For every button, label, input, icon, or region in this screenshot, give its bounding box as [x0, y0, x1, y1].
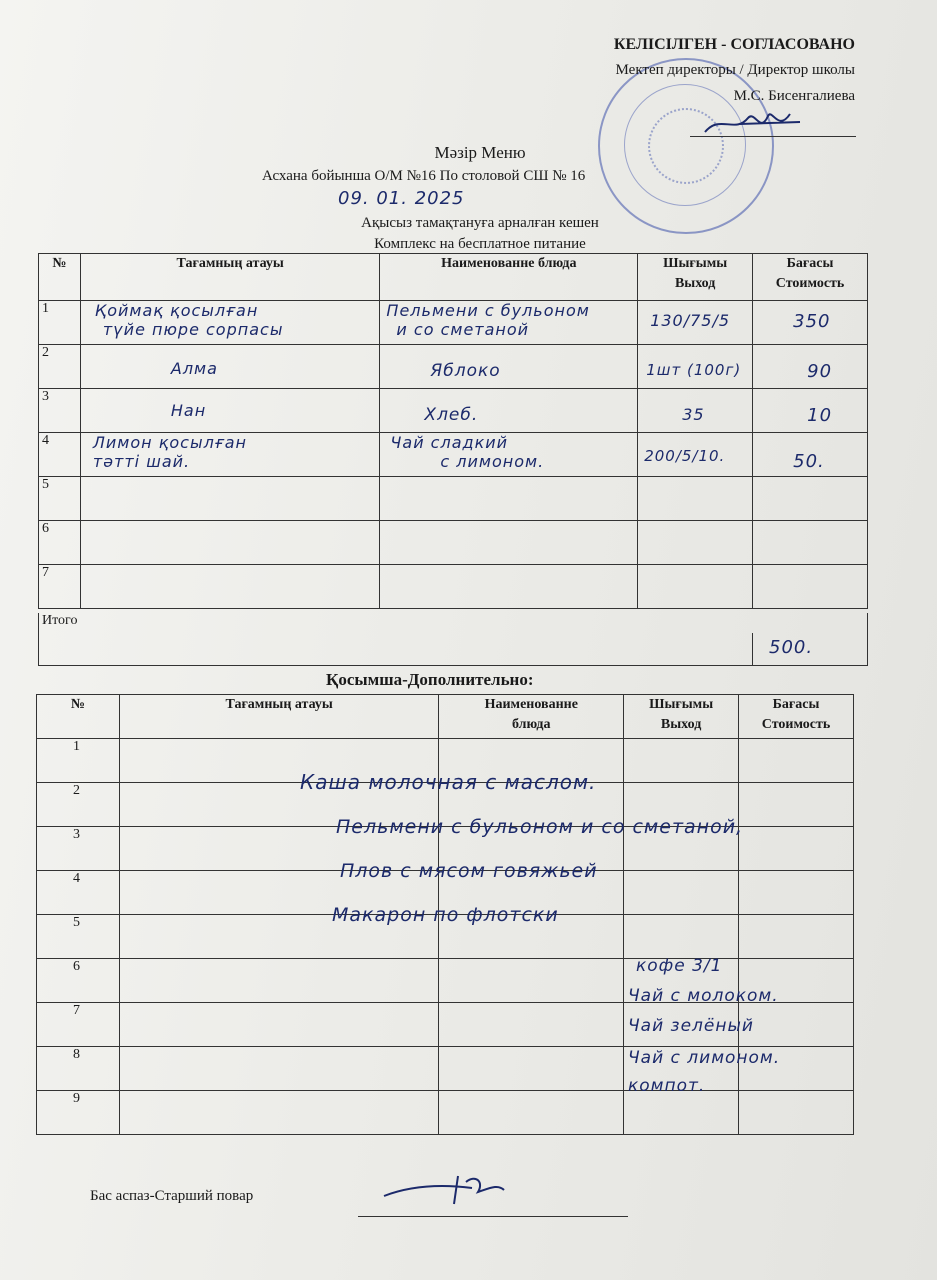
add-header-price-kz: Бағасы [772, 697, 820, 712]
header-yield-kz: Шығымы [663, 256, 728, 271]
additional-title: Қосымша-Дополнительно: [326, 670, 534, 689]
header-name-ru: Наименованне блюда [380, 254, 638, 301]
row-number: 6 [39, 521, 81, 565]
row-number: 4 [37, 871, 120, 915]
table-row [39, 521, 868, 565]
table-row [39, 301, 868, 345]
dish-ru [380, 301, 638, 345]
dish-kz [80, 477, 380, 521]
dish-kz-line1: Лимон қосылған [92, 433, 247, 452]
chef-signature-line [358, 1216, 628, 1217]
dish-price [753, 521, 868, 565]
dish-price-value: 10 [807, 405, 833, 426]
row-number: 1 [39, 301, 81, 345]
cell [739, 827, 854, 871]
dish-yield-value: 200/5/10. [644, 447, 726, 465]
dish-yield [638, 565, 753, 609]
table-row [39, 565, 868, 609]
add-header-price [739, 695, 854, 739]
cell [624, 915, 739, 959]
dish-kz-line1: Алма [170, 359, 218, 378]
dish-kz [80, 433, 380, 477]
dish-price [753, 345, 868, 389]
row-number: 3 [39, 389, 81, 433]
dish-ru-line2: и со сметаной [396, 320, 530, 339]
dish-yield-value: 1шт (100г) [646, 361, 742, 379]
dish-kz-line1: Нан [170, 401, 207, 420]
cell [739, 739, 854, 783]
row-number: 2 [37, 783, 120, 827]
dish-yield [638, 521, 753, 565]
approval-position: Мектеп директоры / Директор школы [615, 62, 855, 78]
add-table-header [37, 695, 854, 739]
dish-price [753, 389, 868, 433]
cell [439, 1091, 624, 1135]
cell [624, 871, 739, 915]
complex-title-ru: Комплекс на бесплатное питание [374, 236, 586, 252]
add-header-name-ru [439, 695, 624, 739]
table-row [39, 345, 868, 389]
add-header-price-ru: Стоимость [761, 717, 831, 732]
cell [439, 959, 624, 1003]
header-price-kz: Бағасы [786, 256, 834, 271]
cell [439, 1003, 624, 1047]
cell [739, 1003, 854, 1047]
cell [119, 959, 438, 1003]
add-header-name-ru-2: блюда [512, 717, 551, 732]
cell [739, 915, 854, 959]
dish-kz [80, 521, 380, 565]
total-row [38, 613, 868, 666]
cell [119, 1003, 438, 1047]
row-number: 3 [37, 827, 120, 871]
dish-ru [380, 565, 638, 609]
dish-kz [80, 565, 380, 609]
table-row [39, 389, 868, 433]
row-number: 6 [37, 959, 120, 1003]
main-menu-table [38, 253, 868, 609]
row-number: 4 [39, 433, 81, 477]
dish-price-value: 90 [807, 361, 833, 382]
header-num: № [39, 254, 81, 301]
additional-item: Плов с мясом говяжьей [340, 860, 598, 882]
approval-title: КЕЛІСІЛГЕН - СОГЛАСОВАНО [613, 36, 855, 53]
total-label: Итого [42, 613, 78, 628]
add-header-name-kz: Тағамның атауы [119, 695, 438, 739]
cell [739, 783, 854, 827]
dish-ru-line1: Пельмени с бульоном [386, 301, 590, 320]
total-value: 500. [769, 637, 814, 658]
complex-title-kz: Ақысыз тамақтануға арналған кешен [361, 215, 599, 231]
additional-item: Чай с лимоном. [628, 1048, 781, 1068]
dish-price [753, 301, 868, 345]
cell [739, 1091, 854, 1135]
additional-item: Чай с молоком. [628, 986, 779, 1006]
dish-ru [380, 389, 638, 433]
dish-price-value: 50. [793, 451, 825, 472]
cell [119, 1047, 438, 1091]
dish-price [753, 565, 868, 609]
header-yield-ru: Выход [674, 276, 716, 291]
header-price [753, 254, 868, 301]
add-header-yield [624, 695, 739, 739]
cell [624, 739, 739, 783]
menu-title: Мәзір Меню [434, 143, 526, 162]
additional-item: Пельмени с бульоном и со сметаной, [336, 816, 744, 838]
row-number: 8 [37, 1047, 120, 1091]
approval-name: М.С. Бисенгалиева [733, 88, 855, 104]
add-header-num: № [37, 695, 120, 739]
dish-ru-line2: с лимоном. [440, 452, 545, 471]
director-signature [700, 104, 810, 144]
row-number: 5 [39, 477, 81, 521]
dish-kz [80, 389, 380, 433]
table-row [37, 1091, 854, 1135]
dish-yield-value: 130/75/5 [650, 311, 731, 330]
dish-yield [638, 477, 753, 521]
menu-date: 09. 01. 2025 [338, 188, 465, 209]
cell [119, 1091, 438, 1135]
header-price-ru: Стоимость [775, 276, 845, 291]
main-table-header [39, 254, 868, 301]
dish-ru [380, 345, 638, 389]
dish-kz-line2: тәтті шай. [92, 452, 191, 471]
row-number: 2 [39, 345, 81, 389]
dish-kz-line1: Қоймақ қосылған [94, 301, 259, 320]
dish-yield [638, 433, 753, 477]
add-header-name-ru-1: Наименованне [484, 697, 578, 712]
chef-signature [380, 1170, 510, 1210]
dish-ru [380, 521, 638, 565]
total-divider [752, 633, 754, 665]
chef-label: Бас аспаз-Старший повар [90, 1188, 254, 1204]
additional-item: кофе 3/1 [636, 956, 723, 976]
additional-item: компот. [628, 1076, 706, 1096]
add-header-yield-ru: Выход [660, 717, 702, 732]
dish-ru-line1: Чай сладкий [390, 433, 509, 452]
additional-item: Макарон по флотски [332, 904, 559, 926]
header-name-kz: Тағамның атауы [80, 254, 380, 301]
additional-item: Чай зелёный [628, 1016, 754, 1036]
row-number: 5 [37, 915, 120, 959]
cell [624, 1091, 739, 1135]
cell [439, 1047, 624, 1091]
dish-yield-value: 35 [682, 405, 705, 424]
canteen-line: Асхана бойынша О/М №16 По столовой СШ № 16 [262, 168, 586, 184]
dish-kz [80, 301, 380, 345]
dish-ru-line1: Яблоко [430, 361, 501, 381]
dish-ru [380, 433, 638, 477]
table-row [39, 477, 868, 521]
dish-yield [638, 345, 753, 389]
table-row [39, 433, 868, 477]
additional-item: Каша молочная с маслом. [300, 770, 597, 794]
dish-price-value: 350 [793, 311, 831, 332]
row-number: 1 [37, 739, 120, 783]
dish-kz-line2: түйе пюре сорпасы [102, 320, 284, 339]
row-number: 9 [37, 1091, 120, 1135]
dish-price [753, 477, 868, 521]
dish-ru [380, 477, 638, 521]
row-number: 7 [39, 565, 81, 609]
row-number: 7 [37, 1003, 120, 1047]
dish-yield [638, 389, 753, 433]
dish-price [753, 433, 868, 477]
cell [739, 871, 854, 915]
add-header-yield-kz: Шығымы [649, 697, 714, 712]
header-yield [638, 254, 753, 301]
dish-ru-line1: Хлеб. [424, 405, 479, 425]
dish-kz [80, 345, 380, 389]
dish-yield [638, 301, 753, 345]
